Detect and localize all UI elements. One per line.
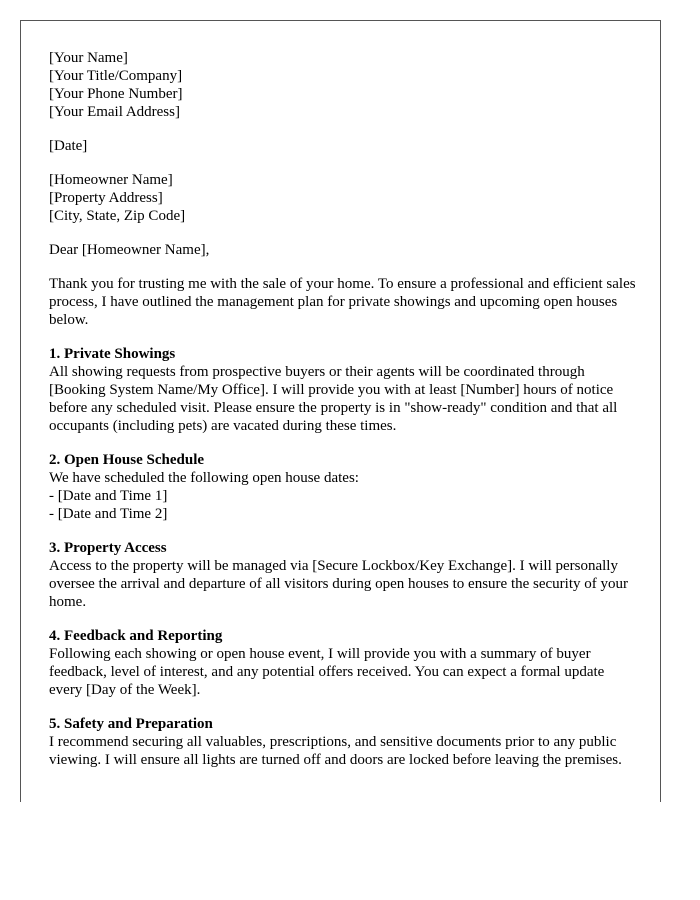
- sender-name: [Your Name]: [49, 50, 128, 66]
- letter-date: [Date]: [49, 138, 88, 154]
- section-property-access: [49, 539, 641, 611]
- sender-phone: [Your Phone Number]: [49, 86, 183, 102]
- sender-email: [Your Email Address]: [49, 104, 180, 120]
- section-title: 4. Feedback and Reporting: [49, 628, 223, 644]
- section-body: All showing requests from prospective buyers or their agents will be coordinated through [Booking System Name/My Office]. I will provide you with at least [Number] hours of notice before any scheduled visit. Please ensure the property is in "show-ready" condition and that all occupants (including pets) are vacated during these times.: [49, 364, 618, 434]
- letter-page: [20, 20, 661, 802]
- sender-title-company: [Your Title/Company]: [49, 68, 183, 84]
- section-body: We have scheduled the following open house dates:: [49, 470, 359, 486]
- section-feedback-reporting: [49, 627, 641, 699]
- list-item: - [Date and Time 2]: [49, 506, 168, 522]
- section-safety-preparation: [49, 715, 641, 769]
- section-title: 3. Property Access: [49, 540, 167, 556]
- section-body: I recommend securing all valuables, prescriptions, and sensitive documents prior to any public viewing. I will ensure all lights are turned off and doors are locked before leaving the premises.: [49, 734, 622, 768]
- list-item: - [Date and Time 1]: [49, 488, 168, 504]
- intro-paragraph: Thank you for trusting me with the sale of your home. To ensure a professional and efficient sales process, I have outlined the management plan for private showings and upcoming open houses below.: [49, 276, 636, 328]
- section-open-house-schedule: [49, 451, 641, 523]
- section-private-showings: [49, 345, 641, 435]
- section-body: Access to the property will be managed via [Secure Lockbox/Key Exchange]. I will personally oversee the arrival and departure of all visitors during open houses to ensure the security of your home.: [49, 558, 628, 610]
- salutation: Dear [Homeowner Name],: [49, 242, 210, 258]
- recipient-block: [49, 171, 641, 225]
- section-body: Following each showing or open house event, I will provide you with a summary of buyer feedback, level of interest, and any potential offers received. You can expect a formal update every [Day of the Week].: [49, 646, 605, 698]
- recipient-name: [Homeowner Name]: [49, 172, 173, 188]
- section-title: 1. Private Showings: [49, 346, 176, 362]
- section-title: 5. Safety and Preparation: [49, 716, 213, 732]
- recipient-city-state-zip: [City, State, Zip Code]: [49, 208, 186, 224]
- section-title: 2. Open House Schedule: [49, 452, 205, 468]
- sender-block: [49, 49, 641, 121]
- letter-content: [49, 49, 641, 785]
- recipient-address: [Property Address]: [49, 190, 163, 206]
